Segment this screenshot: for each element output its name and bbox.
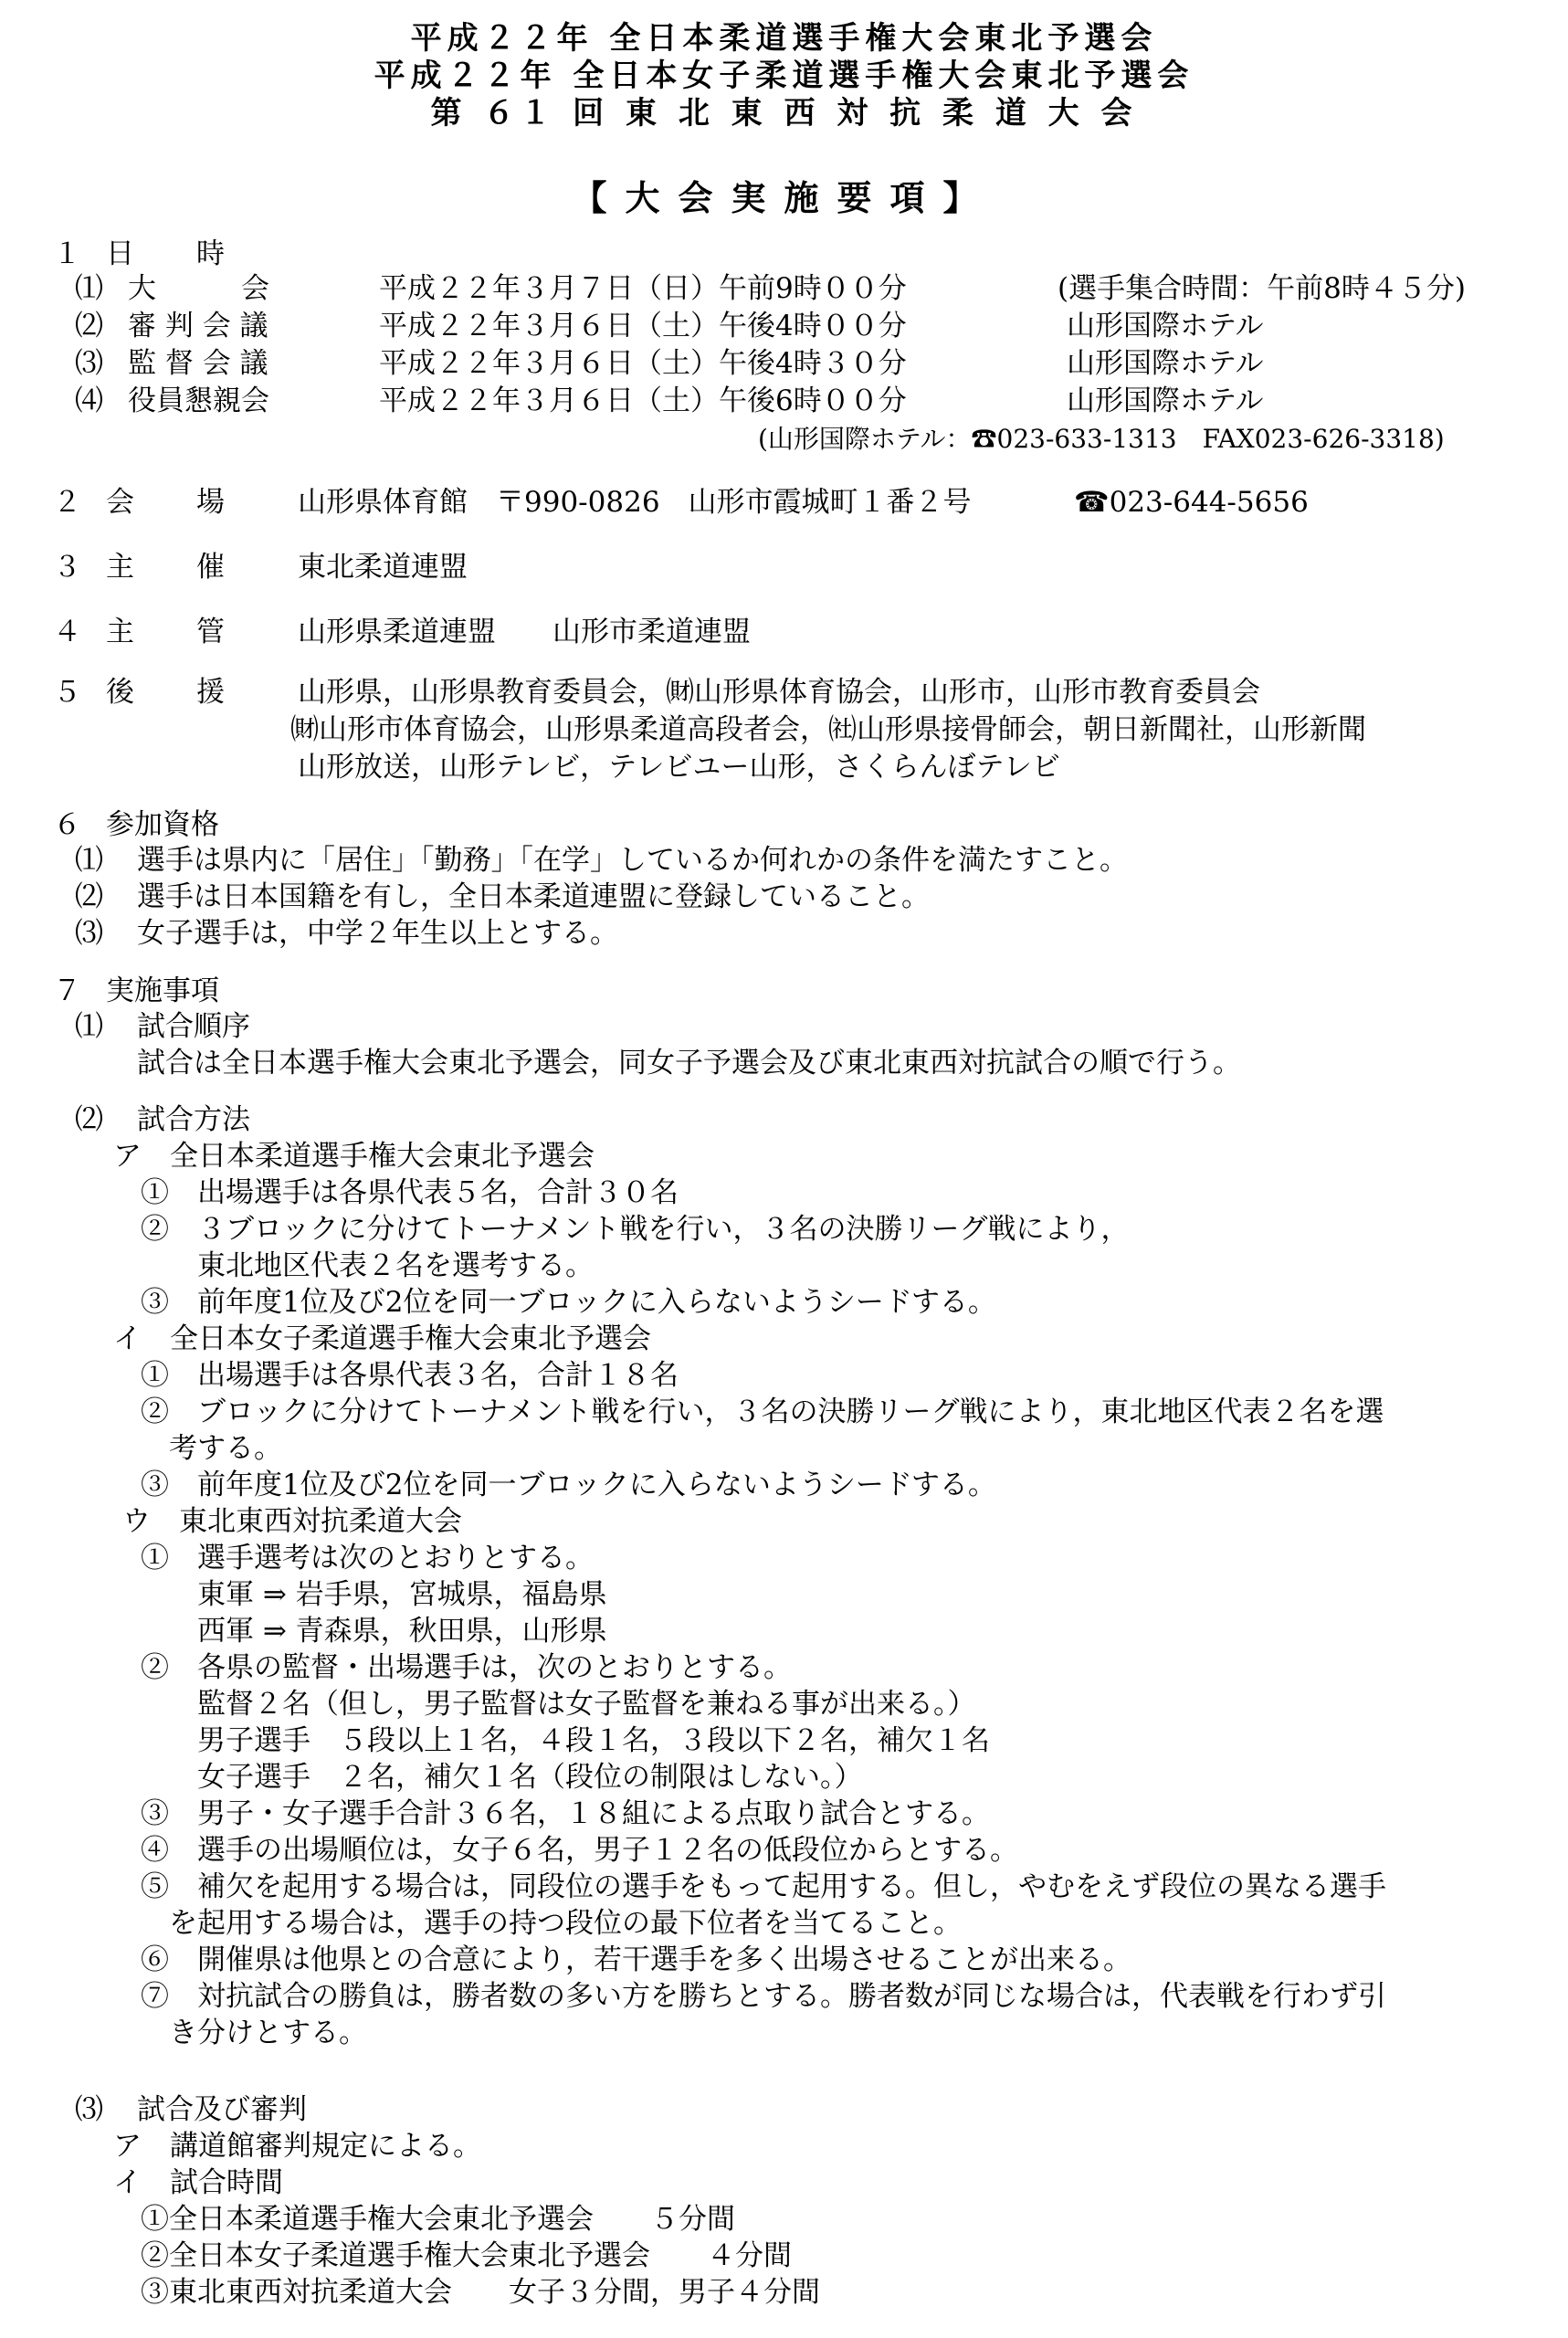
p2-a-line-2: ② ３ブロックに分けてトーナメント戦を行い，３名の決勝リーグ戦により， [141,1213,1130,1246]
sec4-label: 主 管 [106,616,226,648]
sec6-item2-no: ⑵ [75,880,103,913]
sec1-item1-no: ⑴ [75,272,103,305]
sec1-item4-no: ⑷ [75,384,103,417]
hotel-contact: (山形国際ホテル：☎023-633-1313 FAX023-626-3318) [758,424,1445,454]
sec1-item3-extra: 山形国際ホテル [1067,347,1264,380]
sec1-item2-no: ⑵ [75,310,103,342]
p2-u-line-7: 女子選手 ２名，補欠１名（段位の制限はしない。） [141,1761,863,1794]
p2-u-line-9: ④ 選手の出場順位は，女子６名，男子１２名の低段位からとする。 [141,1834,1018,1867]
p3-title: 試合及び審判 [137,2093,307,2126]
title-line-2: 平成２２年 全日本女子柔道選手権大会東北予選会 [374,58,1194,94]
p3-time-2: ②全日本女子柔道選手権大会東北予選会 ４分間 [141,2239,792,2272]
host: 山形県柔道連盟 山形市柔道連盟 [298,616,751,648]
title-line-1: 平成２２年 全日本柔道選手権大会東北予選会 [410,20,1158,57]
sec6-item3-text: 女子選手は，中学２年生以上とする。 [137,917,618,950]
p1-text: 試合は全日本選手権大会東北予選会，同女子予選会及び東北東西対抗試合の順で行う。 [137,1047,1241,1079]
p3-a: ア 講道館審判規定による。 [113,2130,481,2163]
sec1-item1-extra: (選手集合時間：午前8時４５分) [1058,272,1466,305]
sec2-label: 会 場 [106,486,226,519]
p2-u-line-14: き分けとする。 [141,2017,367,2049]
p2-a-line-1: ① 出場選手は各県代表５名，合計３０名 [141,1176,679,1209]
sponsors-line-1: 山形県，山形県教育委員会，㈶山形県体育協会，山形市，山形市教育委員会 [298,676,1260,709]
p3-time-1: ①全日本柔道選手権大会東北予選会 ５分間 [141,2203,735,2236]
p2-u-line-12: ⑥ 開催県は他県との合意により，若干選手を多く出場させることが出来る。 [141,1943,1131,1976]
p2-title: 試合方法 [137,1103,250,1136]
venue-address: 山形県体育館 〒990-0826 山形市霞城町１番２号 [298,486,972,519]
sec1-label: 日 時 [106,237,226,270]
p2-no: ⑵ [75,1103,103,1136]
sec1-item2-name: 審 判 会 議 [128,310,268,342]
sec1-item4-extra: 山形国際ホテル [1067,384,1264,417]
sec7-label: 実施事項 [106,974,219,1007]
p2-u-line-13: ⑦ 対抗試合の勝負は，勝者数の多い方を勝ちとする。勝者数が同じな場合は，代表戦を行わず引 [141,1980,1386,2013]
sec1-item3-date: 平成２２年３月６日（土）午後4時３０分 [379,347,907,380]
p1-no: ⑴ [75,1010,103,1043]
p3-no: ⑶ [75,2093,103,2126]
sec1-item2-date: 平成２２年３月６日（土）午後4時００分 [379,310,907,342]
sec1-item1-name: 大 会 [128,272,269,305]
sponsors-line-2: ㈶山形市体育協会，山形県柔道高段者会，㈳山形県接骨師会，朝日新聞社，山形新聞 [290,713,1366,746]
p2-u-line-10: ⑤ 補欠を起用する場合は，同段位の選手をもって起用する。但し，やむをえず段位の異なる選手 [141,1870,1386,1903]
p2-a-line-4: ③ 前年度1位及び2位を同一ブロックに入らないようシードする。 [141,1286,996,1319]
p2-u-line-11: を起用する場合は，選手の持つ段位の最下位者を当てること。 [141,1907,962,1940]
sec5-number: ５ [53,676,81,709]
p2-u-line-3: 西軍 ⇒ 青森県，秋田県，山形県 [141,1615,607,1648]
p2-a-label: ア 全日本柔道選手権大会東北予選会 [113,1140,595,1173]
sec3-label: 主 催 [106,551,226,584]
sec1-item2-extra: 山形国際ホテル [1067,310,1264,342]
sec1-item1-date: 平成２２年３月７日（日）午前9時００分 [379,272,907,305]
p2-a-line-3: 東北地区代表２名を選考する。 [141,1249,594,1282]
sec3-number: ３ [53,551,81,584]
p2-u-label: ウ 東北東西対抗柔道大会 [122,1505,462,1538]
sec7-number: ７ [53,974,81,1007]
sec1-number: １ [53,237,81,270]
section-heading: 【大会実施要項】 [572,178,996,218]
sponsors-line-3: 山形放送，山形テレビ，テレビユー山形，さくらんぼテレビ [298,751,1060,784]
sec1-item4-name: 役員懇親会 [128,384,269,417]
p3-i: イ 試合時間 [113,2166,283,2199]
p2-i-line-2: ② ブロックに分けてトーナメント戦を行い，３名の決勝リーグ戦により，東北地区代表２名を選 [141,1395,1384,1428]
sec1-item3-no: ⑶ [75,347,103,380]
sec6-number: ６ [53,808,81,841]
sec6-item2-text: 選手は日本国籍を有し，全日本柔道連盟に登録していること。 [137,880,930,913]
p2-u-line-5: 監督２名（但し，男子監督は女子監督を兼ねる事が出来る。） [141,1688,976,1721]
sec5-label: 後 援 [106,676,226,709]
sec6-item1-no: ⑴ [75,844,103,877]
sec6-item1-text: 選手は県内に「居住」「勤務」「在学」しているか何れかの条件を満たすこと。 [137,844,1128,877]
p2-i-line-3: 考する。 [141,1432,282,1465]
sec1-item4-date: 平成２２年３月６日（土）午後6時００分 [379,384,907,417]
sec4-number: ４ [53,616,81,648]
p1-title: 試合順序 [137,1010,250,1043]
p2-i-label: イ 全日本女子柔道選手権大会東北予選会 [113,1322,651,1355]
p2-u-line-8: ③ 男子・女子選手合計３６名，１８組による点取り試合とする。 [141,1797,990,1830]
sec6-item3-no: ⑶ [75,917,103,950]
title-line-3: 第 ６１ 回 東 北 東 西 対 抗 柔 道 大 会 [430,95,1138,132]
sec1-item3-name: 監 督 会 議 [128,347,268,380]
venue-tel: ☎023-644-5656 [1074,486,1309,519]
p2-u-line-6: 男子選手 ５段以上１名，４段１名，３段以下２名，補欠１名 [141,1724,990,1757]
p2-u-line-2: 東軍 ⇒ 岩手県，宮城県，福島県 [141,1578,607,1611]
organizer: 東北柔道連盟 [298,551,468,584]
sec6-label: 参加資格 [106,808,219,841]
p2-i-line-4: ③ 前年度1位及び2位を同一ブロックに入らないようシードする。 [141,1469,996,1501]
p2-u-line-4: ② 各県の監督・出場選手は，次のとおりとする。 [141,1651,792,1684]
p2-u-line-1: ① 選手選考は次のとおりとする。 [141,1542,594,1574]
p3-time-3: ③東北東西対抗柔道大会 女子３分間，男子４分間 [141,2276,820,2309]
p2-i-line-1: ① 出場選手は各県代表３名，合計１８名 [141,1359,679,1392]
sec2-number: ２ [53,486,81,519]
